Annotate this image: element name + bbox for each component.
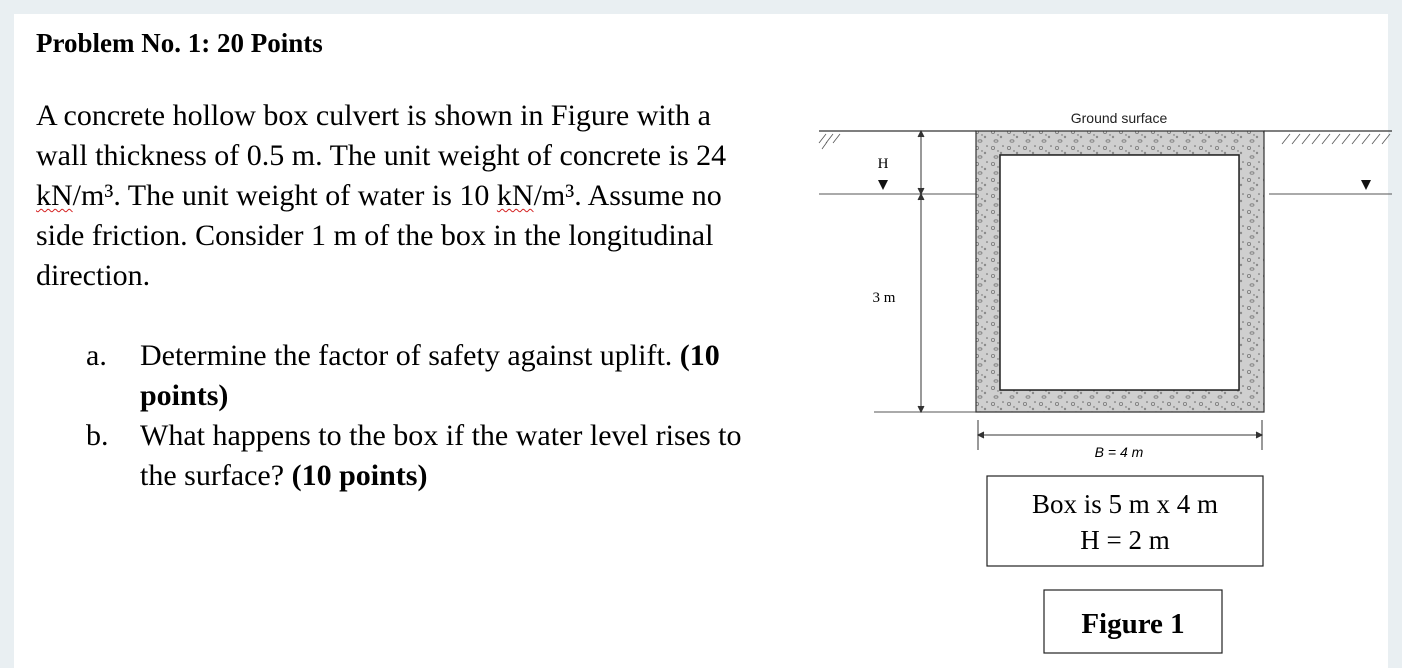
list-marker: a.	[86, 339, 107, 372]
spellcheck-word-kn-2: kN	[496, 179, 534, 212]
ground-surface-label: Ground surface	[1070, 110, 1168, 126]
question-points: (10 points)	[291, 459, 428, 492]
water-level-marker-right	[1361, 180, 1371, 190]
culvert-opening	[1000, 155, 1239, 390]
ground-hatch-left	[819, 134, 840, 149]
question-body: Determine the factor of safety against uplift.	[140, 339, 680, 372]
question-text	[140, 416, 756, 496]
list-marker: b.	[86, 419, 109, 452]
figure-caption: Figure 1	[1081, 608, 1185, 640]
list-item	[86, 416, 756, 496]
statement-text-1: A concrete hollow box culvert is shown in Figure with a wall thickness of 0.5 m. The unit weight of concrete is 24	[36, 99, 727, 172]
box-size-text: Box is 5 m x 4 m	[1031, 489, 1219, 519]
h-label: H	[877, 156, 889, 172]
water-level-marker-left	[878, 180, 888, 190]
culvert-figure	[804, 110, 1394, 666]
question-text	[140, 336, 756, 416]
depth-label: 3 m	[872, 290, 896, 306]
dimension-h	[918, 131, 924, 194]
dimension-depth	[918, 194, 924, 412]
question-list	[86, 336, 756, 496]
problem-statement	[36, 96, 756, 296]
question-points: (10 points)	[140, 339, 720, 412]
spellcheck-word-kn-1: kN	[36, 179, 73, 212]
ground-hatch-right	[1282, 134, 1390, 144]
question-body: What happens to the box if the water level rises to the surface?	[140, 419, 742, 492]
statement-text-2: /m³. The unit weight of water is 10	[72, 179, 497, 212]
list-item	[86, 336, 756, 416]
statement-text-3: /m³. Assume no side friction. Consider 1 m of the box in the longitudinal direction.	[36, 179, 722, 292]
problem-title: Problem No. 1: 20 Points	[36, 28, 323, 58]
document-page	[14, 14, 1388, 668]
width-label: B = 4 m	[1094, 444, 1144, 460]
h-value-text: H = 2 m	[1080, 525, 1170, 555]
